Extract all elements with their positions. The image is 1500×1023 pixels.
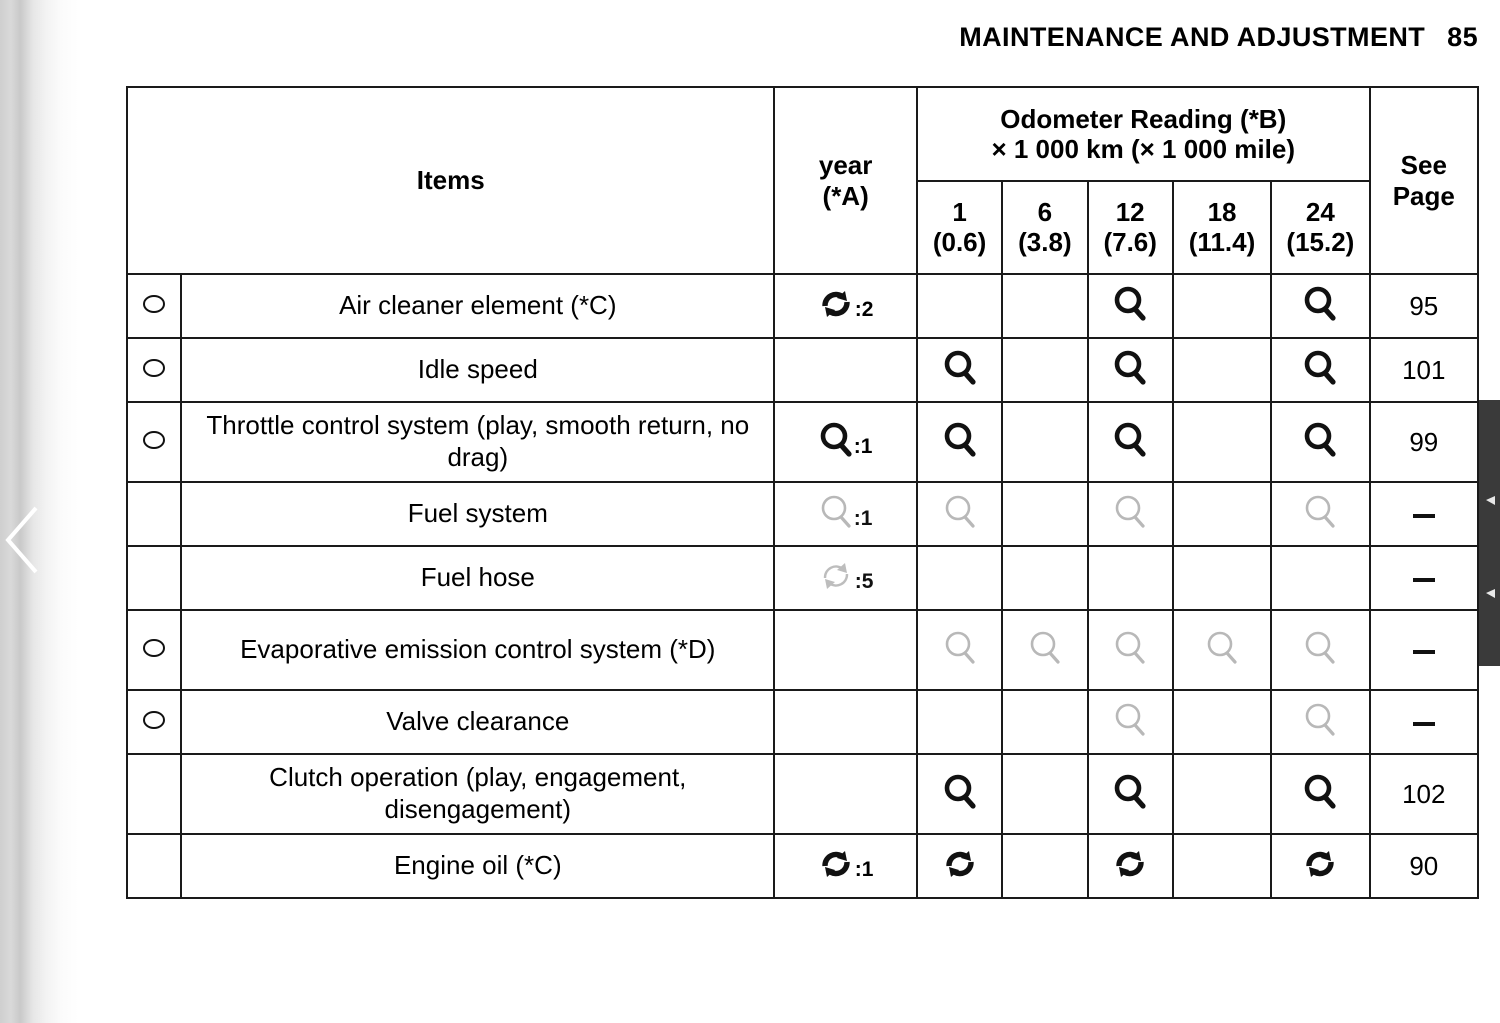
see-page-value: 101 xyxy=(1370,338,1478,402)
odometer-cell-1 xyxy=(917,546,1002,610)
odometer-cell-24 xyxy=(1271,690,1369,754)
emission-mark-cell xyxy=(127,482,181,546)
magnifier-inspect-icon xyxy=(1303,629,1337,667)
magnifier-inspect-icon xyxy=(1303,701,1337,739)
scrollbar-tick xyxy=(1486,492,1495,501)
odometer-cell-24 xyxy=(1271,834,1369,898)
see-page-value xyxy=(1370,546,1478,610)
odometer-cell-1 xyxy=(917,690,1002,754)
odometer-cell-6 xyxy=(1002,834,1087,898)
emission-mark-cell xyxy=(127,546,181,610)
odometer-cell-6 xyxy=(1002,482,1087,546)
year-interval-cell xyxy=(774,546,917,610)
odometer-cell-1 xyxy=(917,610,1002,690)
see-page-value xyxy=(1370,690,1478,754)
page-number: 85 xyxy=(1447,22,1478,52)
year-symbol xyxy=(818,558,874,594)
column-header-year-label: year xyxy=(818,150,873,181)
magnifier-inspect-icon xyxy=(1113,701,1147,739)
page-title-text: MAINTENANCE AND ADJUSTMENT xyxy=(959,22,1426,52)
odometer-cell-18 xyxy=(1173,274,1271,338)
column-header-year-note: (*A) xyxy=(822,180,869,211)
year-symbol xyxy=(818,286,874,322)
odometer-cell-6 xyxy=(1002,690,1087,754)
magnifier-inspect-icon xyxy=(943,349,977,387)
table-row xyxy=(127,610,1478,690)
table-header xyxy=(127,87,1478,274)
column-header-odometer xyxy=(917,87,1370,181)
column-header-see-page xyxy=(1370,87,1478,274)
odometer-cell-18 xyxy=(1173,754,1271,834)
dash-none xyxy=(1413,578,1435,582)
see-page-value: 99 xyxy=(1370,402,1478,482)
odometer-cell-12 xyxy=(1088,690,1173,754)
see-page-line1: See xyxy=(1400,150,1447,181)
maintenance-schedule-table xyxy=(126,86,1479,899)
odometer-mile: (7.6) xyxy=(1103,226,1157,257)
table-body xyxy=(127,274,1478,898)
emission-circle-mark xyxy=(143,359,165,377)
odometer-cell-1 xyxy=(917,274,1002,338)
table-row xyxy=(127,482,1478,546)
dash-none xyxy=(1413,722,1435,726)
year-symbol xyxy=(818,846,874,882)
magnifier-inspect-icon xyxy=(1113,493,1147,531)
year-interval-cell xyxy=(774,402,917,482)
maintenance-item-label: Idle speed xyxy=(181,338,774,402)
odometer-cell-6 xyxy=(1002,402,1087,482)
circular-arrows-replace-icon xyxy=(818,286,854,322)
circular-arrows-replace-icon xyxy=(818,558,854,594)
circular-arrows-replace-icon xyxy=(1112,846,1148,882)
magnifier-inspect-icon xyxy=(819,493,853,531)
odometer-units: × 1 000 km (× 1 000 mile) xyxy=(991,134,1295,165)
column-header-year xyxy=(774,87,917,274)
odometer-km: 6 xyxy=(1037,197,1053,228)
magnifier-inspect-icon xyxy=(1113,773,1147,811)
year-interval-cell xyxy=(774,690,917,754)
year-interval-cell xyxy=(774,274,917,338)
odometer-cell-12 xyxy=(1088,338,1173,402)
table-row xyxy=(127,690,1478,754)
odometer-cell-1 xyxy=(917,402,1002,482)
odometer-column-24 xyxy=(1271,181,1369,274)
emission-circle-mark xyxy=(143,639,165,657)
odometer-cell-1 xyxy=(917,834,1002,898)
dash-none xyxy=(1413,650,1435,654)
odometer-cell-24 xyxy=(1271,338,1369,402)
odometer-cell-12 xyxy=(1088,546,1173,610)
emission-mark-cell xyxy=(127,402,181,482)
year-interval-suffix: :5 xyxy=(854,569,874,593)
year-interval-cell xyxy=(774,754,917,834)
odometer-column-18 xyxy=(1173,181,1271,274)
page-title xyxy=(959,22,1478,53)
table-row xyxy=(127,834,1478,898)
odometer-cell-24 xyxy=(1271,482,1369,546)
maintenance-item-label: Fuel hose xyxy=(181,546,774,610)
odometer-cell-6 xyxy=(1002,546,1087,610)
magnifier-inspect-icon xyxy=(1113,629,1147,667)
scrollbar-tick xyxy=(1486,585,1495,594)
year-interval-cell xyxy=(774,482,917,546)
odometer-cell-6 xyxy=(1002,274,1087,338)
maintenance-item-label: Valve clearance xyxy=(181,690,774,754)
magnifier-inspect-icon xyxy=(1303,773,1337,811)
magnifier-inspect-icon xyxy=(943,493,977,531)
magnifier-inspect-icon xyxy=(1303,421,1337,459)
odometer-cell-6 xyxy=(1002,754,1087,834)
magnifier-inspect-icon xyxy=(1113,349,1147,387)
see-page-value xyxy=(1370,482,1478,546)
magnifier-inspect-icon xyxy=(943,773,977,811)
odometer-mile: (0.6) xyxy=(932,226,987,257)
odometer-cell-6 xyxy=(1002,610,1087,690)
odometer-mile: (15.2) xyxy=(1286,226,1355,257)
odometer-cell-24 xyxy=(1271,274,1369,338)
odometer-cell-12 xyxy=(1088,834,1173,898)
odometer-cell-18 xyxy=(1173,690,1271,754)
column-header-items xyxy=(127,87,774,274)
odometer-cell-12 xyxy=(1088,482,1173,546)
magnifier-inspect-icon xyxy=(1303,285,1337,323)
maintenance-item-label: Engine oil (*C) xyxy=(181,834,774,898)
odometer-cell-18 xyxy=(1173,610,1271,690)
year-interval-suffix: :2 xyxy=(854,297,874,321)
chevron-left-icon[interactable] xyxy=(2,500,46,580)
odometer-cell-18 xyxy=(1173,834,1271,898)
year-symbol xyxy=(819,421,873,459)
year-symbol xyxy=(819,493,873,531)
circular-arrows-replace-icon xyxy=(818,846,854,882)
maintenance-item-label: Evaporative emission control system (*D) xyxy=(181,610,774,690)
maintenance-item-label: Air cleaner element (*C) xyxy=(181,274,774,338)
magnifier-inspect-icon xyxy=(1303,493,1337,531)
odometer-cell-24 xyxy=(1271,610,1369,690)
magnifier-inspect-icon xyxy=(1205,629,1239,667)
odometer-cell-12 xyxy=(1088,274,1173,338)
odometer-cell-24 xyxy=(1271,402,1369,482)
column-header-items-label: Items xyxy=(416,165,485,195)
emission-mark-cell xyxy=(127,834,181,898)
emission-circle-mark xyxy=(143,431,165,449)
table-row xyxy=(127,274,1478,338)
dash-none xyxy=(1413,514,1435,518)
see-page-value xyxy=(1370,610,1478,690)
emission-mark-cell xyxy=(127,754,181,834)
odometer-mile: (3.8) xyxy=(1018,226,1072,257)
odometer-title: Odometer Reading (*B) xyxy=(1000,103,1287,134)
maintenance-item-label: Fuel system xyxy=(181,482,774,546)
emission-circle-mark xyxy=(143,711,165,729)
see-page-line2: Page xyxy=(1392,180,1455,211)
odometer-cell-18 xyxy=(1173,338,1271,402)
odometer-cell-24 xyxy=(1271,754,1369,834)
year-interval-cell xyxy=(774,338,917,402)
maintenance-item-label: Clutch operation (play, engagement, disengagement) xyxy=(181,754,774,834)
odometer-cell-18 xyxy=(1173,546,1271,610)
magnifier-inspect-icon xyxy=(1303,349,1337,387)
magnifier-inspect-icon xyxy=(943,629,977,667)
see-page-value: 90 xyxy=(1370,834,1478,898)
table-row xyxy=(127,754,1478,834)
year-interval-suffix: :1 xyxy=(853,434,873,458)
circular-arrows-replace-icon xyxy=(942,846,978,882)
emission-mark-cell xyxy=(127,274,181,338)
odometer-column-1 xyxy=(917,181,1002,274)
odometer-mile: (11.4) xyxy=(1188,226,1256,257)
odometer-cell-1 xyxy=(917,754,1002,834)
maintenance-item-label: Throttle control system (play, smooth return, no drag) xyxy=(181,402,774,482)
emission-mark-cell xyxy=(127,338,181,402)
see-page-value: 102 xyxy=(1370,754,1478,834)
odometer-cell-6 xyxy=(1002,338,1087,402)
odometer-cell-18 xyxy=(1173,402,1271,482)
see-page-value: 95 xyxy=(1370,274,1478,338)
magnifier-inspect-icon xyxy=(1113,421,1147,459)
year-interval-cell xyxy=(774,834,917,898)
table-row xyxy=(127,338,1478,402)
odometer-cell-12 xyxy=(1088,402,1173,482)
odometer-cell-12 xyxy=(1088,610,1173,690)
odometer-km: 24 xyxy=(1305,197,1335,228)
odometer-km: 1 xyxy=(952,197,967,228)
emission-circle-mark xyxy=(143,295,165,313)
odometer-cell-24 xyxy=(1271,546,1369,610)
year-interval-suffix: :1 xyxy=(854,857,874,881)
odometer-column-12 xyxy=(1088,181,1173,274)
table-row xyxy=(127,546,1478,610)
odometer-column-6 xyxy=(1002,181,1087,274)
circular-arrows-replace-icon xyxy=(1302,846,1338,882)
odometer-km: 12 xyxy=(1115,197,1145,228)
magnifier-inspect-icon xyxy=(1113,285,1147,323)
emission-mark-cell xyxy=(127,690,181,754)
year-interval-suffix: :1 xyxy=(853,506,873,530)
table-row xyxy=(127,402,1478,482)
emission-mark-cell xyxy=(127,610,181,690)
odometer-cell-1 xyxy=(917,338,1002,402)
odometer-cell-18 xyxy=(1173,482,1271,546)
magnifier-inspect-icon xyxy=(943,421,977,459)
magnifier-inspect-icon xyxy=(819,421,853,459)
year-interval-cell xyxy=(774,610,917,690)
odometer-km: 18 xyxy=(1207,197,1237,228)
odometer-cell-12 xyxy=(1088,754,1173,834)
odometer-cell-1 xyxy=(917,482,1002,546)
magnifier-inspect-icon xyxy=(1028,629,1062,667)
